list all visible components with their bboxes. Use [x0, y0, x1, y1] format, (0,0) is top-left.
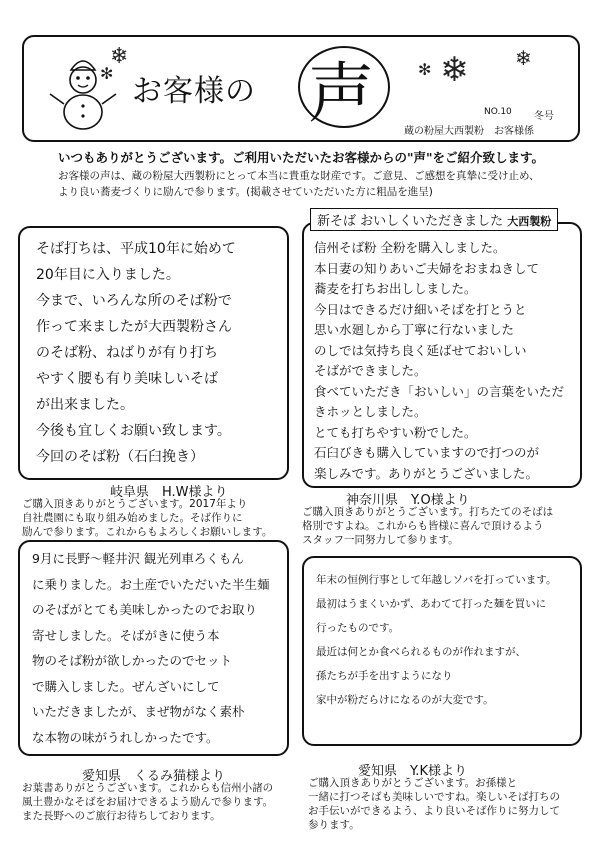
testimonial-text: 9月に長野～軽井沢 観光列車ろくもん に乗りました。お土産でいただいた半生麺 のそばがとても美味しかったのでお取り 寄せしました。そばがきに使う本 物のそば粉が欲しかったのでセット で購入しました。ぜんざいにして いただきましたが、まぜ物がなく素朴 な本物の味がうれしかったです。	[32, 551, 270, 745]
testimonial-card	[302, 222, 582, 488]
customer-signature: 神奈川県 Y.O様より	[346, 493, 470, 508]
season-label: 冬号	[534, 111, 554, 122]
snowflake-icon: ❄	[110, 44, 129, 69]
testimonial-text: そば打ちは、平成10年に始めて 20年目に入りました。 今まで、いろんな所のそば粉で 作って来ましたが大西製粉さん のそば粉、ねばりが有り打ち やすく腰も有り美味しいそば が出来ました。 今後も宜しくお願い致します。 今回のそば粉（石臼挽き）	[36, 241, 236, 465]
intro-lead: いつもありがとうございます。ご利用いただいたお客様からの"声"をご紹介致します。	[58, 150, 545, 165]
company-name: 蔵の粉屋大西製粉 お客様係	[404, 126, 534, 137]
card-heading-tag	[310, 208, 558, 231]
testimonial-text: 年末の恒例行事として年越しソバを打っています。 最初はうまくいかず、あわてて打った麺を買いに 行ったものです。 最近は何とか食べられるものが作れますが、 孫たちが手を出すようになり 家中が粉だらけになるのが大変です。	[316, 574, 557, 706]
company-reply: ご購入頂きありがとうございます。打ちたてのそばは 格別ですよね。これからも皆様に喜んで頂けるよう スタッフ一同努力して参ります。	[302, 506, 554, 546]
page-title: お客様の	[132, 74, 256, 109]
testimonial-card	[18, 226, 289, 480]
testimonial-card	[302, 556, 582, 746]
snowflake-icon: ❄	[515, 46, 532, 70]
company-reply: お葉書ありがとうございます。これからも信州小諸の 風土豊かなそばをお届けできるよう励んで参ります。 また長野へのご旅行お待ちしております。	[22, 782, 274, 822]
intro-line-2: より良い蕎麦づくりに励んで参ります。(掲載させていただいた方に粗品を進呈)	[58, 186, 433, 198]
company-reply: ご購入頂きありがとうございます。2017年より 自社農園にも取り組み始めました。そば作りに 励んで参ります。これからもよろしくお願いします。	[22, 498, 273, 538]
testimonial-text: 信州そば粉 全粉を購入しました。 本日妻の知りあいご夫婦をおまねきして 蕎麦を打ちお出ししました。 今日はできるだけ細いそばを打とうと 思い水廻しから丁寧に行ないました のしでは気持ち良く延ばせておいしい そばができました。 食べていただき「おいしい」の言葉をいただ きホッとしました。 とても打ちやすい粉でした。 石臼びきも購入していますので打つのが 楽しみです。ありがとうございました。	[314, 240, 565, 481]
snowflake-icon: ✻	[100, 64, 114, 83]
customer-signature: 愛知県 くるみ猫様より	[82, 769, 226, 784]
snowflake-icon: ✻	[418, 60, 432, 79]
testimonial-card	[18, 540, 289, 756]
issue-number: NO.10	[484, 107, 512, 117]
customer-signature: 岐阜県 H.W様より	[110, 485, 228, 500]
brand-stamp: 大西製粉	[507, 215, 552, 228]
company-reply: ご購入頂きありがとうございます。お孫様と 一緒に打つそばも美味しいですね。楽しいそば打ちの お手伝いができるよう、より良いそば作りに努力して 参ります。	[308, 777, 560, 831]
snowflake-icon: ❄	[440, 50, 469, 90]
customer-signature: 愛知県 Y.K様より	[358, 764, 467, 779]
intro-line-1: お客様の声は、蔵の粉屋大西製粉にとって本当に貴重な財産です。ご意見、ご感想を真摯に受け止め、	[58, 170, 540, 182]
voice-character: 声	[308, 55, 374, 132]
card-heading-text: 新そば おいしくいただきました	[317, 214, 504, 229]
